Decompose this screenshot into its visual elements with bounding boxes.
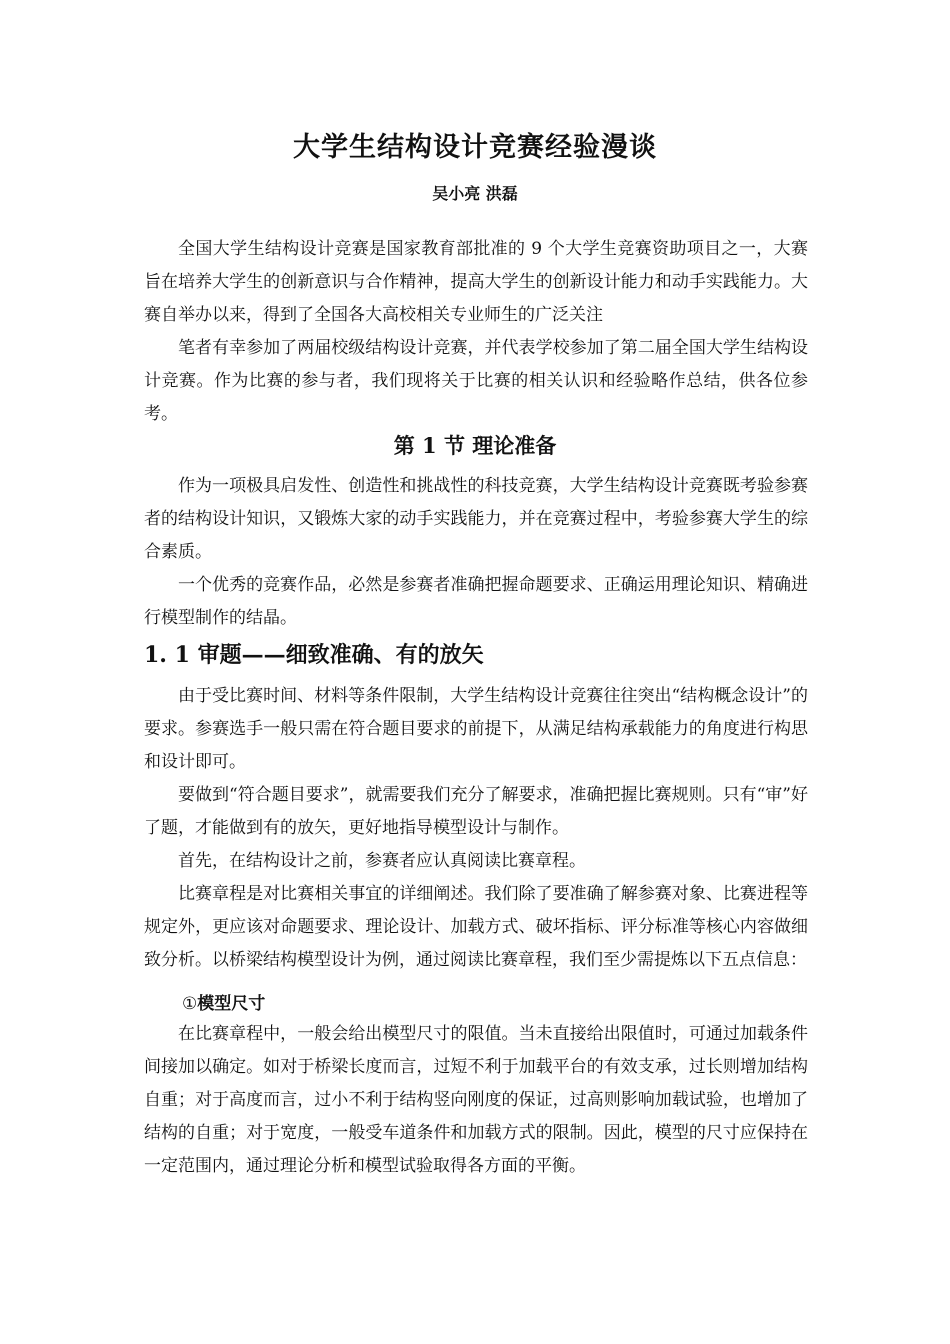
item-1-body [144,1018,808,1183]
section-1-paragraph-1: 作为一项极具启发性、创造性和挑战性的科技竞赛，大学生结构设计竞赛既考验参赛者的结构设计知识，又锻炼大家的动手实践能力，并在竞赛过程中，考验参赛大学生的综合素质。 [144,476,808,562]
intro-paragraph-1: 全国大学生结构设计竞赛是国家教育部批准的 9 个大学生竞赛资助项目之一，大赛旨在培养大学生的创新意识与合作精神，提高大学生的创新设计能力和动手实践能力。大赛自举办以来，得到了全国各大高校相关专业师生的广泛关注 [144,239,808,325]
section-1-paragraph-2: 一个优秀的竞赛作品，必然是参赛者准确把握命题要求、正确运用理论知识、精确进行模型制作的结晶。 [144,575,808,628]
subsection-paragraph-4: 比赛章程是对比赛相关事宜的详细阐述。我们除了要准确了解参赛对象、比赛进程等规定外，更应该对命题要求、理论设计、加载方式、破坏指标、评分标准等核心内容做细致分析。以桥梁结构模型设计为例，通过阅读比赛章程，我们至少需提炼以下五点信息： [144,884,808,970]
item-1-heading [182,988,265,1021]
document-authors: 吴小亮 洪磊 [432,184,518,203]
item-1-marker: ① [182,994,198,1014]
subsection-1-1-body [144,680,808,977]
subsection-1-1-heading: 1. 1 审题——细致准确、有的放矢 [144,642,484,668]
intro-paragraph-2: 笔者有幸参加了两届校级结构设计竞赛，并代表学校参加了第二届全国大学生结构设计竞赛。作为比赛的参与者，我们现将关于比赛的相关认识和经验略作总结，供各位参考。 [144,338,808,424]
section-1-heading: 第 1 节 理论准备 [393,433,557,458]
document-title: 大学生结构设计竞赛经验漫谈 [293,132,657,163]
subsection-paragraph-1: 由于受比赛时间、材料等条件限制，大学生结构设计竞赛往往突出“结构概念设计”的要求。参赛选手一般只需在符合题目要求的前提下，从满足结构承载能力的角度进行构思和设计即可。 [144,686,808,772]
item-1-label: 模型尺寸 [197,994,266,1014]
section-1-body [144,470,808,635]
intro-block [144,233,808,431]
subsection-paragraph-2: 要做到“符合题目要求”，就需要我们充分了解要求，准确把握比赛规则。只有“审”好了题，才能做到有的放矢，更好地指导模型设计与制作。 [144,785,808,838]
item-1-paragraph: 在比赛章程中，一般会给出模型尺寸的限值。当未直接给出限值时，可通过加载条件间接加以确定。如对于桥梁长度而言，过短不利于加载平台的有效支承，过长则增加结构自重；对于高度而言，过小不利于结构竖向刚度的保证，过高则影响加载试验，也增加了结构的自重；对于宽度，一般受车道条件和加载方式的限制。因此，模型的尺寸应保持在一定范围内，通过理论分析和模型试验取得各方面的平衡。 [144,1024,808,1176]
subsection-paragraph-3: 首先，在结构设计之前，参赛者应认真阅读比赛章程。 [178,851,586,871]
